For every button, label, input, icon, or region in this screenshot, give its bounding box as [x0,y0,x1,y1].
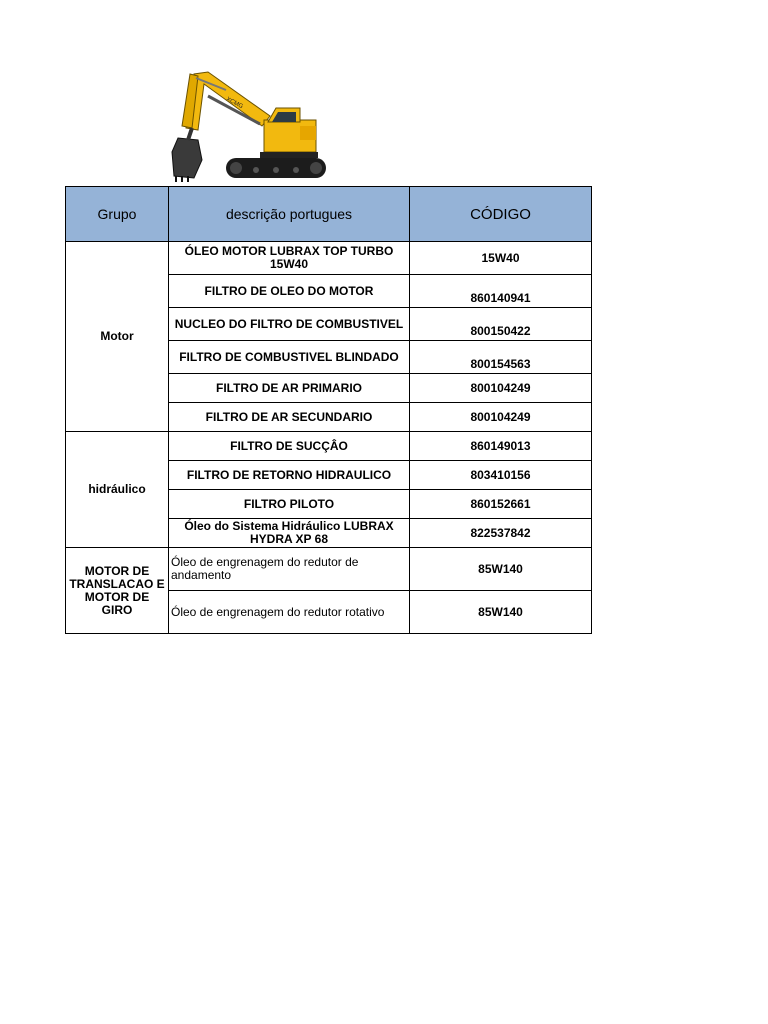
table-row [66,432,592,461]
group-hidraulico: hidráulico [66,432,169,548]
part-description: Óleo de engrenagem do redutor rotativo [169,591,410,634]
group-motor-translacao: MOTOR DE TRANSLACAO E MOTOR DE GIRO [66,548,169,634]
part-code: 85W140 [410,591,592,634]
header-grupo: Grupo [66,187,169,242]
part-code: 860140941 [410,275,592,308]
part-code: 15W40 [410,242,592,275]
part-description: FILTRO DE RETORNO HIDRAULICO [169,461,410,490]
part-description: Óleo do Sistema Hidráulico LUBRAX HYDRA XP 68 [169,519,410,548]
part-description: FILTRO DE COMBUSTIVEL BLINDADO [169,341,410,374]
part-description: FILTRO DE SUCÇÂO [169,432,410,461]
part-code: 803410156 [410,461,592,490]
part-code: 85W140 [410,548,592,591]
part-description: FILTRO DE AR PRIMARIO [169,374,410,403]
part-code: 860149013 [410,432,592,461]
svg-text:XCMG: XCMG [225,96,244,111]
part-description: FILTRO PILOTO [169,490,410,519]
header-row [66,187,592,242]
header-codigo: CÓDIGO [410,187,592,242]
part-description: FILTRO DE OLEO DO MOTOR [169,275,410,308]
excavator-icon [168,68,328,184]
parts-table [65,186,592,634]
part-description: ÓLEO MOTOR LUBRAX TOP TURBO 15W40 [169,242,410,275]
part-code: 822537842 [410,519,592,548]
header-descricao: descrição portugues [169,187,410,242]
group-motor: Motor [66,242,169,432]
part-description: NUCLEO DO FILTRO DE COMBUSTIVEL [169,308,410,341]
part-code: 800150422 [410,308,592,341]
part-code: 800154563 [410,341,592,374]
part-description: Óleo de engrenagem do redutor de andamento [169,548,410,591]
part-code: 860152661 [410,490,592,519]
part-code: 800104249 [410,374,592,403]
part-description: FILTRO DE AR SECUNDARIO [169,403,410,432]
table-row [66,242,592,275]
table-row [66,548,592,591]
part-code: 800104249 [410,403,592,432]
